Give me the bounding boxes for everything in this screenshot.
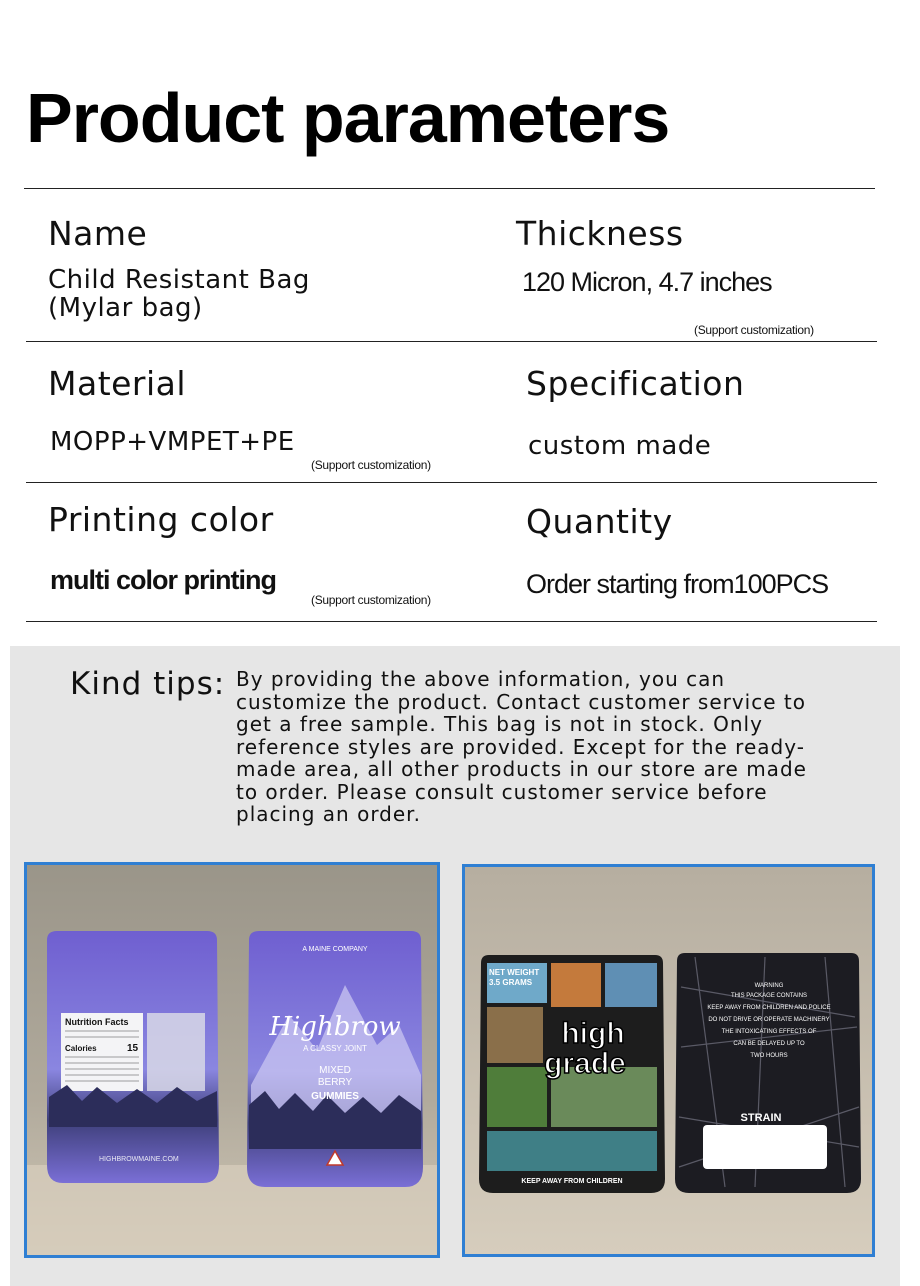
quantity-value: Order starting from100PCS [526, 569, 829, 599]
warning-line3: KEEP AWAY FROM CHILDREN AND POLICE [707, 1005, 831, 1011]
company-text: A MAINE COMPANY [302, 946, 368, 953]
material-note: (Support customization) [311, 458, 431, 472]
brand-high: high [561, 1017, 625, 1050]
thickness-note: (Support customization) [694, 323, 814, 337]
quantity-label: Quantity [526, 502, 673, 541]
warning-line7: TWO HOURS [750, 1053, 788, 1059]
highgrade-bags-illustration [465, 867, 872, 1254]
product-text: GUMMIES [311, 1091, 359, 1102]
net-weight-line1: NET WEIGHT [489, 968, 540, 977]
divider-row2 [26, 482, 877, 483]
nutrition-heading: Nutrition Facts [65, 1017, 129, 1027]
page-title: Product parameters [26, 79, 670, 157]
divider-top [24, 188, 875, 189]
warning-line2: THIS PACKAGE CONTAINS [730, 993, 808, 999]
comic-footer: KEEP AWAY FROM CHILDREN [521, 1178, 623, 1185]
specification-label: Specification [526, 364, 745, 403]
strain-box [703, 1125, 827, 1169]
calories-value: 15 [127, 1043, 139, 1054]
product-photo-highgrade [462, 864, 875, 1257]
thickness-label: Thickness [516, 214, 684, 253]
name-value-line1: Child Resistant Bag [48, 265, 310, 295]
calories-label: Calories [65, 1044, 97, 1053]
warning-line5: THE INTOXICATING EFFECTS OF [721, 1029, 817, 1035]
highbrow-bags-illustration [27, 865, 437, 1255]
product-photo-highbrow [24, 862, 440, 1258]
printing-color-label: Printing color [48, 500, 274, 539]
brand-grade: grade [544, 1047, 626, 1080]
divider-row1 [26, 341, 877, 342]
warning-line1: WARNING [754, 983, 784, 989]
thickness-value: 120 Micron, 4.7 inches [522, 267, 772, 297]
warning-line6: CAN BE DELAYED UP TO [733, 1041, 805, 1047]
material-value: MOPP+VMPET+PE [50, 427, 295, 457]
warning-line4: DO NOT DRIVE OR OPERATE MACHINERY [708, 1017, 830, 1023]
specification-value: custom made [528, 431, 712, 461]
flavor-line1: MIXED [319, 1065, 351, 1076]
tagline-text: A CLASSY JOINT [303, 1044, 367, 1053]
printing-color-value: multi color printing [50, 565, 276, 595]
strain-label: STRAIN [740, 1112, 782, 1124]
name-label: Name [48, 214, 148, 253]
flavor-line2: BERRY [317, 1077, 353, 1088]
brand-text: Highbrow [269, 1012, 401, 1042]
divider-bottom [26, 621, 877, 622]
material-label: Material [48, 364, 187, 403]
tips-label: Kind tips: [70, 666, 226, 702]
printing-color-note: (Support customization) [311, 593, 431, 607]
name-value-line2: (Mylar bag) [48, 293, 203, 323]
website-text: HIGHBROWMAINE.COM [99, 1156, 179, 1163]
tips-text: By providing the above information, you can customize the product. Contact customer service to get a free sample. This bag is not in stock. Only reference styles are provided. Except for the ready-made area, all other products in our store are made to order. Please consult customer service before placing an order. [236, 667, 807, 826]
net-weight-line2: 3.5 GRAMS [489, 978, 533, 987]
